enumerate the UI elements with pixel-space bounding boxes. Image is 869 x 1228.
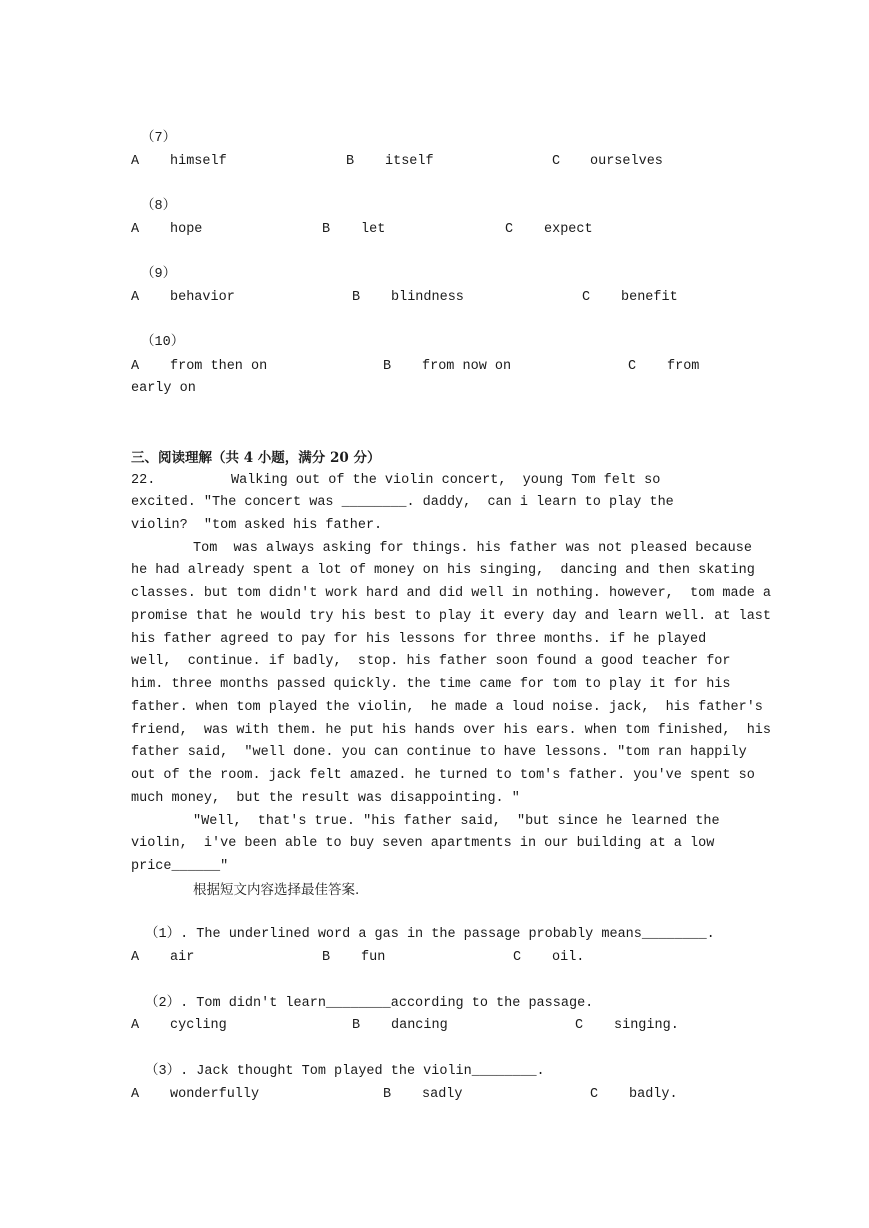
option-letter-c: C — [575, 1018, 584, 1033]
option-letter-b: B — [322, 950, 331, 965]
question-stem: （2）. Tom didn't learn________according to the passage. — [145, 996, 594, 1011]
option-letter-c: C — [552, 154, 561, 169]
option-a: behavior — [170, 290, 235, 305]
passage-line: Tom was always asking for things. his father was not pleased because — [193, 541, 752, 556]
option-c: singing. — [614, 1018, 679, 1033]
passage-line: him. three months passed quickly. the time came for tom to play it for his — [131, 677, 731, 692]
question-number: （9） — [141, 267, 177, 282]
option-letter-c: C — [505, 222, 514, 237]
option-c: benefit — [621, 290, 678, 305]
option-b: itself — [385, 154, 434, 169]
passage-line: promise that he would try his best to play it every day and learn well. at last — [131, 609, 772, 624]
section-heading: 三、阅读理解（共 4 小题，满分 20 分） — [131, 450, 381, 466]
option-c: oil. — [552, 950, 585, 965]
option-letter-b: B — [352, 290, 361, 305]
option-b: let — [361, 222, 386, 237]
option-letter-c: C — [628, 359, 637, 374]
question-stem: （1）. The underlined word a gas in the passage probably means________. — [145, 927, 715, 942]
passage-line: well, continue. if badly, stop. his father soon found a good teacher for — [131, 654, 731, 669]
passage-number: 22. — [131, 473, 156, 488]
option-letter-b: B — [346, 154, 355, 169]
option-c: badly. — [629, 1087, 678, 1102]
option-letter-b: B — [383, 359, 392, 374]
option-letter-a: A — [131, 1087, 140, 1102]
passage-line: "Well, that's true. "his father said, "but since he learned the — [193, 814, 720, 829]
passage-line: violin? "tom asked his father. — [131, 518, 383, 533]
option-a: hope — [170, 222, 203, 237]
passage-line: his father agreed to pay for his lessons for three months. if he played — [131, 632, 707, 647]
passage-line: classes. but tom didn't work hard and did well in nothing. however, tom made a — [131, 586, 772, 601]
option-a: air — [170, 950, 195, 965]
passage-line: father. when tom played the violin, he made a loud noise. jack, his father's — [131, 700, 763, 715]
option-a: wonderfully — [170, 1087, 260, 1102]
option-b: fun — [361, 950, 386, 965]
question-number: （10） — [141, 335, 185, 350]
question-number: （8） — [141, 199, 177, 214]
passage-line: Walking out of the violin concert, young Tom felt so — [231, 473, 661, 488]
option-letter-a: A — [131, 290, 140, 305]
passage-line: excited. "The concert was ________. daddy, can i learn to play the — [131, 495, 674, 510]
option-letter-a: A — [131, 154, 140, 169]
option-c-continued: early on — [131, 381, 196, 396]
option-a: himself — [170, 154, 227, 169]
option-b: dancing — [391, 1018, 448, 1033]
question-stem: （3）. Jack thought Tom played the violin________. — [145, 1064, 545, 1079]
option-b: blindness — [391, 290, 464, 305]
option-a: cycling — [170, 1018, 227, 1033]
option-letter-c: C — [513, 950, 522, 965]
passage-instruction: 根据短文内容选择最佳答案. — [193, 882, 360, 898]
option-c: from — [667, 359, 700, 374]
option-letter-c: C — [590, 1087, 599, 1102]
passage-line: he had already spent a lot of money on his singing, dancing and then skating — [131, 563, 755, 578]
option-c: expect — [544, 222, 593, 237]
passage-line: friend, was with them. he put his hands over his ears. when tom finished, his — [131, 723, 772, 738]
passage-line: price______" — [131, 859, 229, 874]
option-letter-c: C — [582, 290, 591, 305]
passage-line: much money, but the result was disappointing. " — [131, 791, 520, 806]
option-a: from then on — [170, 359, 268, 374]
option-letter-b: B — [352, 1018, 361, 1033]
passage-line: out of the room. jack felt amazed. he turned to tom's father. you've spent so — [131, 768, 755, 783]
passage-line: violin, i've been able to buy seven apartments in our building at a low — [131, 836, 715, 851]
option-letter-a: A — [131, 950, 140, 965]
option-letter-b: B — [322, 222, 331, 237]
option-b: sadly — [422, 1087, 463, 1102]
question-number: （7） — [141, 131, 177, 146]
option-b: from now on — [422, 359, 512, 374]
option-letter-a: A — [131, 222, 140, 237]
passage-line: father said, "well done. you can continue to have lessons. "tom ran happily — [131, 745, 747, 760]
option-letter-a: A — [131, 359, 140, 374]
option-c: ourselves — [590, 154, 663, 169]
option-letter-a: A — [131, 1018, 140, 1033]
option-letter-b: B — [383, 1087, 392, 1102]
